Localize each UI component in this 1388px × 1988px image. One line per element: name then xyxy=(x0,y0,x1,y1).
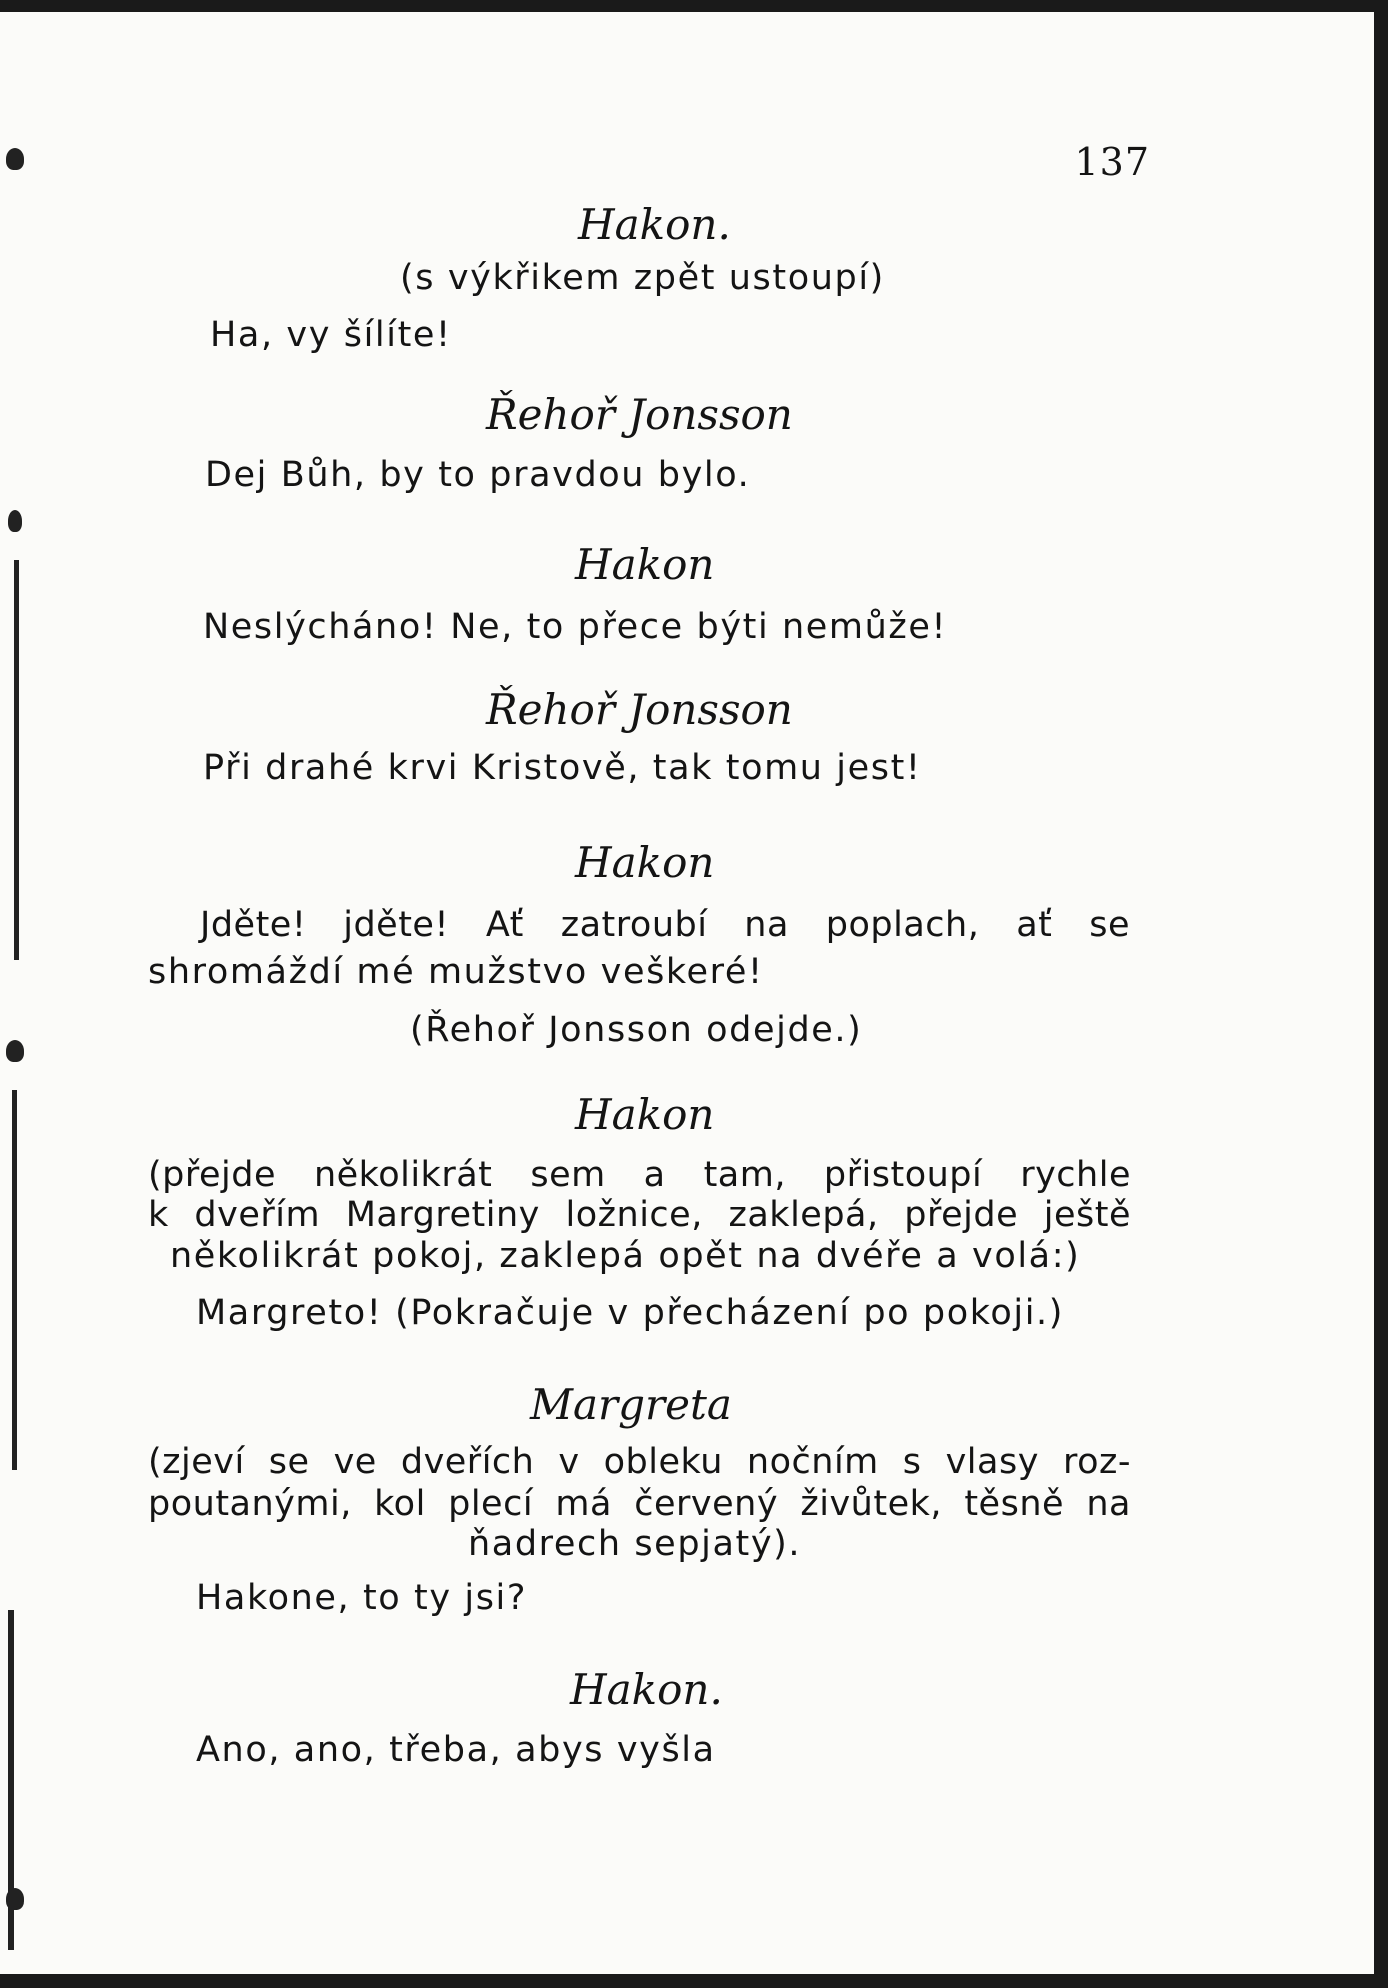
binding-shadow xyxy=(12,1090,17,1470)
speaker-name: Margreta xyxy=(530,1380,732,1429)
scan-edge-bottom xyxy=(0,1974,1388,1988)
speaker-name: Hakon. xyxy=(570,1665,723,1714)
speaker-name: Řehoř Jonsson xyxy=(486,390,793,439)
speaker-name: Hakon xyxy=(575,838,715,887)
binding-mark xyxy=(6,148,24,170)
dialogue-line: shromáždí mé mužstvo veškeré! xyxy=(148,952,764,992)
binding-mark xyxy=(8,510,22,532)
binding-shadow xyxy=(14,560,19,960)
stage-direction: ňadrech sepjatý). xyxy=(468,1524,802,1564)
binding-mark xyxy=(6,1888,24,1910)
dialogue-line: Při drahé krvi Kristově, tak tomu jest! xyxy=(203,748,922,788)
dialogue-line: Jděte! jděte! Ať zatroubí na poplach, ať se xyxy=(200,905,1130,945)
stage-direction: několikrát pokoj, zaklepá opět na dvéře a volá:) xyxy=(170,1236,1081,1276)
speaker-name: Řehoř Jonsson xyxy=(486,685,793,734)
page-number: 137 xyxy=(1074,140,1150,184)
scan-edge-top xyxy=(0,0,1388,12)
speaker-name: Hakon xyxy=(575,1090,715,1139)
stage-direction: k dveřím Margretiny ložnice, zaklepá, přejde ještě xyxy=(148,1195,1131,1235)
dialogue-line: Ha, vy šílíte! xyxy=(210,315,452,355)
stage-direction: poutanými, kol plecí má červený živůtek, těsně na xyxy=(148,1484,1131,1524)
scan-edge-right xyxy=(1374,0,1388,1988)
stage-direction: (přejde několikrát sem a tam, přistoupí rychle xyxy=(148,1155,1131,1195)
dialogue-line: Dej Bůh, by to pravdou bylo. xyxy=(205,455,751,495)
dialogue-line: Neslýcháno! Ne, to přece býti nemůže! xyxy=(203,607,948,647)
stage-direction: (s výkřikem zpět ustoupí) xyxy=(400,258,885,298)
stage-direction: (Řehoř Jonsson odejde.) xyxy=(410,1010,863,1050)
dialogue-line: Hakone, to ty jsi? xyxy=(196,1578,528,1618)
speaker-name: Hakon. xyxy=(578,200,731,249)
stage-direction: (zjeví se ve dveřích v obleku nočním s vlasy roz- xyxy=(148,1442,1131,1482)
speaker-name: Hakon xyxy=(575,540,715,589)
dialogue-line: Margreto! (Pokračuje v přecházení po pokoji.) xyxy=(196,1293,1064,1333)
dialogue-line: Ano, ano, třeba, abys vyšla xyxy=(196,1730,716,1770)
binding-mark xyxy=(6,1040,24,1062)
